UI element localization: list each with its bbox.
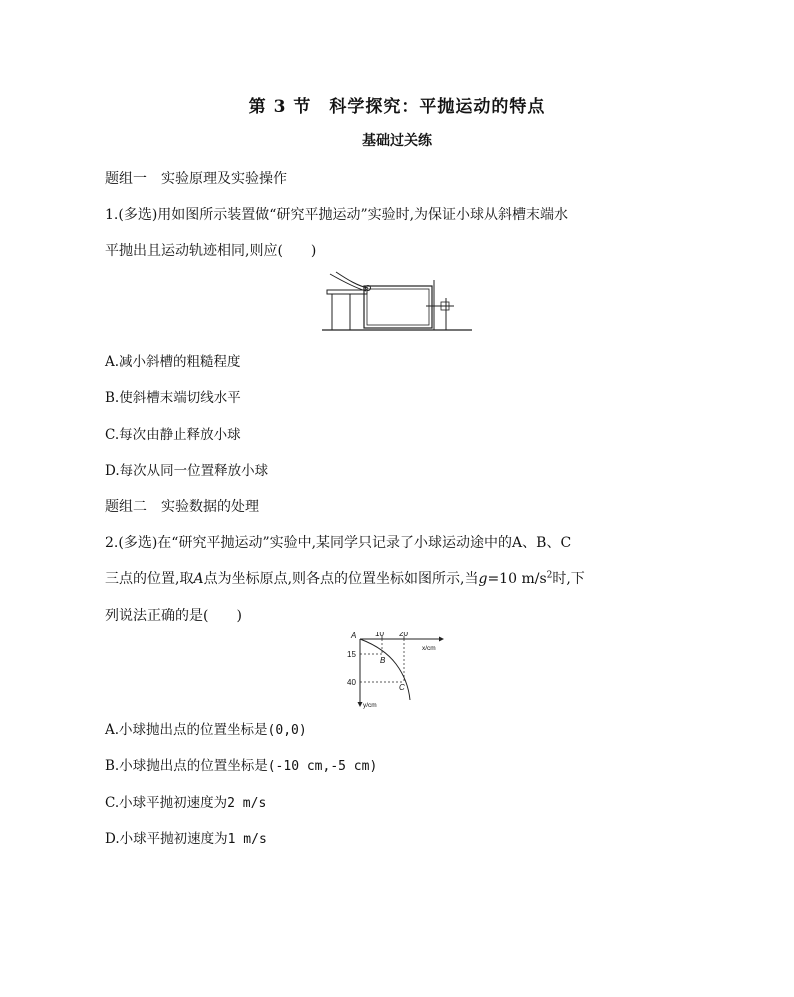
label-a: A (351, 632, 357, 640)
group1-heading: 题组一 实验原理及实验操作 (105, 171, 287, 187)
q2-option-c (105, 791, 266, 811)
q2-option-b-value: (-10 cm,-5 cm) (267, 759, 378, 774)
q2-option-a-text: A.小球抛出点的位置坐标是 (105, 722, 268, 738)
q1-option-c: C.每次由静止释放小球 (105, 427, 241, 443)
q2-line2 (105, 568, 585, 588)
x-axis-arrow (439, 637, 444, 642)
q2-g-value: =10 m/s (487, 571, 547, 587)
q1-line1: 1.(多选)用如图所示装置做“研究平抛运动”实验时,为保证小球从斜槽末端水 (105, 207, 569, 223)
q1-option-d: D.每次从同一位置释放小球 (105, 463, 269, 479)
q2-option-b-text: B.小球抛出点的位置坐标是 (105, 758, 268, 774)
x-axis-label: x/cm (422, 645, 436, 652)
q2-option-a (105, 718, 307, 738)
x-tick-10: 10 (375, 632, 384, 638)
q2-option-c-text: C.小球平抛初速度为 (105, 795, 228, 811)
label-c: C (399, 683, 405, 692)
chute-curve-inner (330, 274, 366, 291)
q2-option-b (105, 754, 377, 774)
page-subtitle: 基础过关练 (362, 133, 432, 149)
q2-line2-post: 时,下 (552, 571, 585, 587)
q2-line2-mid: 点为坐标原点,则各点的位置坐标如图所示,当 (203, 571, 479, 587)
q2-option-d-text: D.小球平抛初速度为 (105, 831, 228, 847)
q1-line2: 平抛出且运动轨迹相同,则应( ) (105, 243, 317, 259)
q2-option-a-value: (0,0) (267, 723, 307, 738)
label-b: B (380, 656, 386, 665)
q1-option-a: A.减小斜槽的粗糙程度 (105, 354, 241, 370)
q1-option-b: B.使斜槽末端切线水平 (105, 390, 241, 406)
apparatus-figure (322, 270, 472, 336)
trajectory-figure (346, 632, 446, 710)
q2-g-exponent: 2 (546, 570, 553, 581)
page-title: 第 3 节 科学探究：平抛运动的特点 (248, 97, 546, 117)
y-axis-arrow (358, 702, 363, 707)
board (364, 286, 432, 328)
q2-line3: 列说法正确的是( ) (105, 608, 242, 624)
q2-option-d-value: 1 m/s (227, 832, 267, 847)
y-tick-15: 15 (347, 650, 356, 659)
q2-option-d (105, 827, 267, 847)
q2-g-symbol: g (478, 571, 488, 587)
q2-line2-pre: 三点的位置,取 (105, 571, 194, 587)
q2-option-c-value: 2 m/s (227, 796, 267, 811)
table-top (327, 290, 367, 294)
y-axis-label: y/cm (363, 702, 377, 709)
q2-line1: 2.(多选)在“研究平抛运动”实验中,某同学只记录了小球运动途中的A、B、C (105, 535, 572, 551)
board-inner (367, 289, 429, 325)
group2-heading: 题组二 实验数据的处理 (105, 499, 259, 515)
x-tick-20: 20 (399, 632, 408, 638)
q2-point-a: A (193, 571, 204, 587)
y-tick-40: 40 (347, 678, 356, 687)
